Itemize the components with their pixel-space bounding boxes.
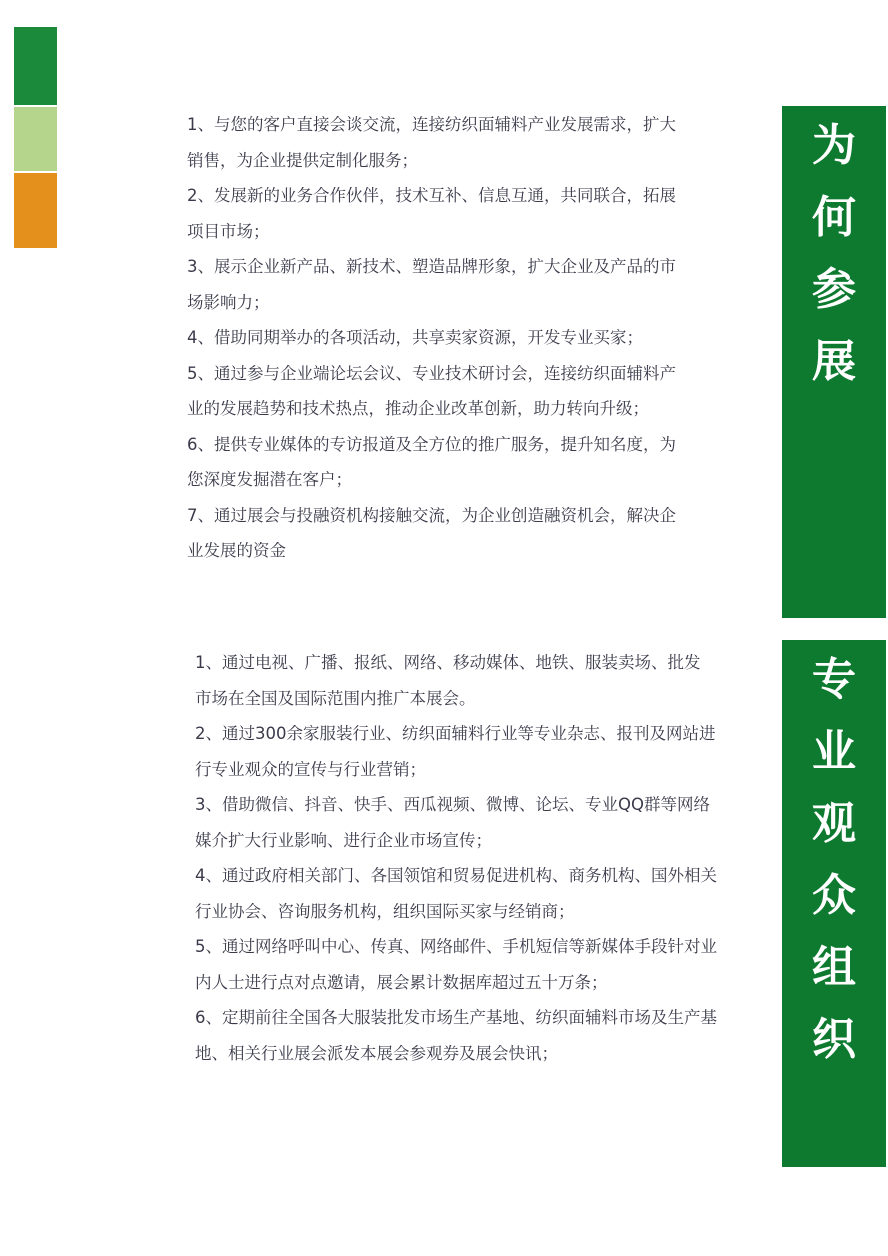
text-line: 业发展的资金 (187, 541, 286, 560)
text-line: 场影响力； (187, 292, 270, 312)
decor-bar-light-green (14, 107, 57, 171)
banner-char: 专 (812, 654, 856, 705)
text-line: 内人士进行点对点邀请，展会累计数据库超过五十万条； (195, 972, 608, 992)
text-line: 7、通过展会与投融资机构接触交流，为企业创造融资机会，解决企 (187, 505, 676, 525)
text-line: 6、提供专业媒体的专访报道及全方位的推广服务，提升知名度，为 (187, 434, 676, 454)
text-line: 行专业观众的宣传与行业营销； (195, 759, 426, 779)
banner-char: 何 (812, 192, 856, 243)
banner-char: 织 (812, 1014, 856, 1065)
text-line: 3、借助微信、抖音、快手、西瓜视频、微博、论坛、专业QQ群等网络 (195, 795, 710, 814)
banner-char: 参 (812, 264, 856, 315)
text-line: 1、通过电视、广播、报纸、网络、移动媒体、地铁、服装卖场、批发 (195, 653, 701, 672)
text-line: 销售，为企业提供定制化服务； (187, 150, 418, 170)
text-line: 5、通过参与企业端论坛会议、专业技术研讨会，连接纺织面辅料产 (187, 363, 676, 383)
text-line: 2、通过300余家服装行业、纺织面辅料行业等专业杂志、报刊及网站进 (195, 724, 716, 743)
banner-char: 业 (812, 726, 856, 777)
text-line: 媒介扩大行业影响、进行企业市场宣传； (195, 830, 492, 850)
text-line: 地、相关行业展会派发本展会参观券及展会快讯； (195, 1043, 558, 1063)
text-line: 3、展示企业新产品、新技术、塑造品牌形象，扩大企业及产品的市 (187, 257, 676, 276)
text-line: 4、通过政府相关部门、各国领馆和贸易促进机构、商务机构、国外相关 (195, 866, 717, 885)
text-line: 2、发展新的业务合作伙伴，技术互补、信息互通，共同联合，拓展 (187, 186, 676, 205)
text-line: 6、定期前往全国各大服装批发市场生产基地、纺织面辅料市场及生产基 (195, 1008, 717, 1027)
banner-char: 众 (812, 870, 856, 921)
banner-why-exhibit (782, 106, 886, 618)
decor-bar-orange (14, 173, 57, 248)
banner-char: 展 (812, 336, 856, 387)
text-line: 业的发展趋势和技术热点，推动企业改革创新，助力转向升级； (187, 399, 649, 418)
why-exhibit-section (187, 107, 715, 569)
text-line: 您深度发掘潜在客户； (187, 470, 352, 489)
banner-char: 观 (812, 798, 856, 849)
visitor-organization-section (195, 645, 740, 1071)
text-line: 4、借助同期举办的各项活动，共享卖家资源，开发专业买家； (187, 328, 643, 347)
text-line: 市场在全国及国际范围内推广本展会。 (195, 688, 476, 708)
banner-visitor-organization (782, 640, 886, 1167)
decor-bar-dark-green (14, 27, 57, 105)
banner-char: 组 (812, 942, 856, 993)
text-line: 5、通过网络呼叫中心、传真、网络邮件、手机短信等新媒体手段针对业 (195, 937, 717, 956)
text-line: 1、与您的客户直接会谈交流，连接纺织面辅料产业发展需求，扩大 (187, 115, 676, 134)
banner-char: 为 (812, 120, 856, 171)
text-line: 行业协会、咨询服务机构，组织国际买家与经销商； (195, 901, 575, 921)
text-line: 项目市场； (187, 221, 270, 241)
